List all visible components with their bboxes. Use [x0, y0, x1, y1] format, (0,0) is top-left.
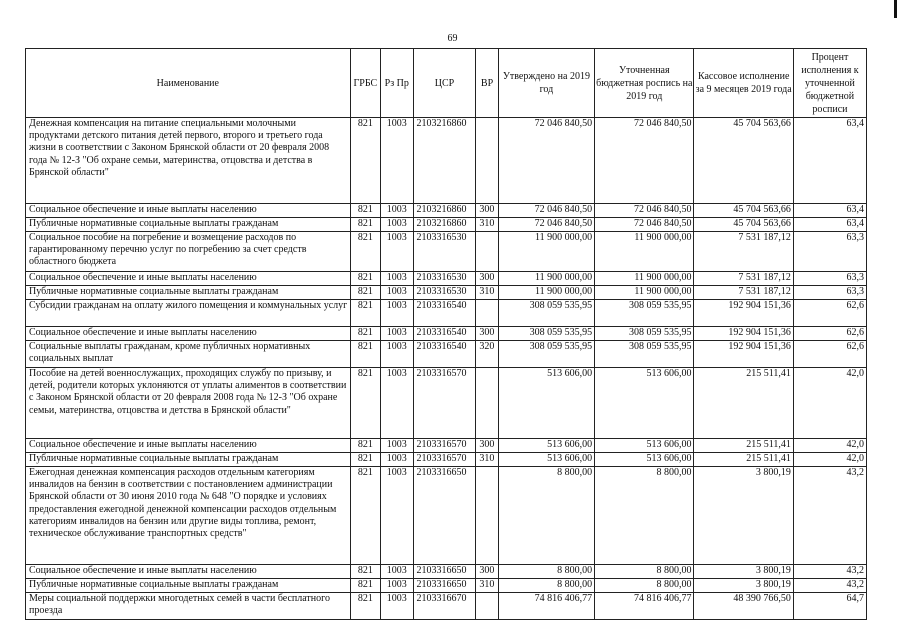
cell-grbs: 821 — [350, 272, 380, 286]
cell-percent: 64,7 — [793, 593, 866, 620]
cell-rzpr: 1003 — [381, 593, 413, 620]
cell-csr: 2103316540 — [413, 341, 476, 368]
cell-approved: 8 800,00 — [498, 579, 594, 593]
cell-grbs: 821 — [350, 579, 380, 593]
cell-csr: 2103216860 — [413, 204, 476, 218]
cell-grbs: 821 — [350, 286, 380, 300]
table-row — [26, 579, 867, 593]
cell-percent: 42,0 — [793, 368, 866, 439]
cell-approved: 74 816 406,77 — [498, 593, 594, 620]
cell-approved: 11 900 000,00 — [498, 272, 594, 286]
cell-approved: 8 800,00 — [498, 565, 594, 579]
cell-revised: 513 606,00 — [595, 453, 694, 467]
cell-name: Социальное обеспечение и иные выплаты населению — [26, 204, 351, 218]
cell-revised: 513 606,00 — [595, 368, 694, 439]
cell-grbs: 821 — [350, 327, 380, 341]
cell-percent: 62,6 — [793, 300, 866, 327]
cell-executed: 45 704 563,66 — [694, 204, 793, 218]
cell-executed: 7 531 187,12 — [694, 232, 793, 272]
table-row — [26, 118, 867, 204]
cell-rzpr: 1003 — [381, 368, 413, 439]
cell-percent: 42,0 — [793, 439, 866, 453]
cell-vr: 320 — [476, 341, 498, 368]
cell-csr: 2103316540 — [413, 327, 476, 341]
cell-revised: 308 059 535,95 — [595, 327, 694, 341]
cell-name: Субсидии гражданам на оплату жилого помещения и коммунальных услуг — [26, 300, 351, 327]
cell-name: Меры социальной поддержки многодетных семей в части бесплатного проезда — [26, 593, 351, 620]
cell-rzpr: 1003 — [381, 439, 413, 453]
cell-grbs: 821 — [350, 118, 380, 204]
cell-vr: 310 — [476, 453, 498, 467]
cell-rzpr: 1003 — [381, 118, 413, 204]
cell-grbs: 821 — [350, 439, 380, 453]
cell-percent: 62,6 — [793, 341, 866, 368]
cell-vr — [476, 300, 498, 327]
cell-revised: 11 900 000,00 — [595, 286, 694, 300]
cell-percent: 63,4 — [793, 218, 866, 232]
table-row — [26, 232, 867, 272]
cell-approved: 72 046 840,50 — [498, 204, 594, 218]
column-header-revised: Уточненная бюджетная роспись на 2019 год — [595, 49, 694, 118]
column-header-csr: ЦСР — [413, 49, 476, 118]
table-body — [26, 118, 867, 620]
cell-name: Социальное обеспечение и иные выплаты населению — [26, 272, 351, 286]
table-row — [26, 341, 867, 368]
cell-vr: 310 — [476, 579, 498, 593]
cell-approved: 513 606,00 — [498, 453, 594, 467]
cell-vr: 310 — [476, 286, 498, 300]
table-row — [26, 327, 867, 341]
cell-rzpr: 1003 — [381, 286, 413, 300]
cell-percent: 63,3 — [793, 272, 866, 286]
cell-percent: 63,3 — [793, 232, 866, 272]
cell-revised: 72 046 840,50 — [595, 204, 694, 218]
cell-rzpr: 1003 — [381, 453, 413, 467]
cell-grbs: 821 — [350, 232, 380, 272]
cell-revised: 74 816 406,77 — [595, 593, 694, 620]
table-row — [26, 272, 867, 286]
cell-rzpr: 1003 — [381, 565, 413, 579]
cell-revised: 11 900 000,00 — [595, 232, 694, 272]
table-row — [26, 467, 867, 565]
cell-name: Социальное пособие на погребение и возмещение расходов по гарантированному перечню услуг по погребению за счет средств областного бюджета — [26, 232, 351, 272]
cell-rzpr: 1003 — [381, 272, 413, 286]
cell-csr: 2103316540 — [413, 300, 476, 327]
column-header-name: Наименование — [26, 49, 351, 118]
cell-executed: 7 531 187,12 — [694, 272, 793, 286]
budget-execution-table — [25, 48, 867, 620]
cell-grbs: 821 — [350, 341, 380, 368]
cell-revised: 8 800,00 — [595, 467, 694, 565]
cell-approved: 308 059 535,95 — [498, 300, 594, 327]
cell-grbs: 821 — [350, 593, 380, 620]
cell-executed: 3 800,19 — [694, 565, 793, 579]
cell-vr: 300 — [476, 204, 498, 218]
table-row — [26, 565, 867, 579]
page-number: 69 — [447, 33, 458, 44]
cell-vr — [476, 467, 498, 565]
cell-executed: 192 904 151,36 — [694, 327, 793, 341]
cell-approved: 308 059 535,95 — [498, 327, 594, 341]
cell-name: Социальное обеспечение и иные выплаты населению — [26, 327, 351, 341]
table-header-row — [26, 49, 867, 118]
cell-executed: 192 904 151,36 — [694, 300, 793, 327]
cell-approved: 513 606,00 — [498, 439, 594, 453]
cell-grbs: 821 — [350, 368, 380, 439]
cell-csr: 2103316670 — [413, 593, 476, 620]
cell-name: Публичные нормативные социальные выплаты гражданам — [26, 218, 351, 232]
table-row — [26, 218, 867, 232]
cell-vr: 300 — [476, 327, 498, 341]
cell-executed: 215 511,41 — [694, 368, 793, 439]
cell-grbs: 821 — [350, 453, 380, 467]
cell-rzpr: 1003 — [381, 300, 413, 327]
cell-executed: 215 511,41 — [694, 453, 793, 467]
column-header-percent: Процент исполнения к уточненной бюджетной росписи — [793, 49, 866, 118]
cell-name: Публичные нормативные социальные выплаты гражданам — [26, 453, 351, 467]
cell-vr — [476, 118, 498, 204]
cell-percent: 42,0 — [793, 453, 866, 467]
cell-rzpr: 1003 — [381, 579, 413, 593]
cell-name: Социальные выплаты гражданам, кроме публичных нормативных социальных выплат — [26, 341, 351, 368]
cell-approved: 72 046 840,50 — [498, 218, 594, 232]
table-row — [26, 204, 867, 218]
cell-name: Публичные нормативные социальные выплаты гражданам — [26, 579, 351, 593]
cell-vr: 300 — [476, 439, 498, 453]
column-header-vr: ВР — [476, 49, 498, 118]
cell-approved: 11 900 000,00 — [498, 286, 594, 300]
cell-approved: 8 800,00 — [498, 467, 594, 565]
cell-executed: 215 511,41 — [694, 439, 793, 453]
cell-executed: 3 800,19 — [694, 467, 793, 565]
cell-grbs: 821 — [350, 467, 380, 565]
cell-csr: 2103316570 — [413, 368, 476, 439]
cell-percent: 43,2 — [793, 579, 866, 593]
cell-approved: 11 900 000,00 — [498, 232, 594, 272]
cell-csr: 2103216860 — [413, 218, 476, 232]
cell-executed: 192 904 151,36 — [694, 341, 793, 368]
cell-vr: 300 — [476, 565, 498, 579]
cell-csr: 2103316530 — [413, 232, 476, 272]
cell-revised: 8 800,00 — [595, 579, 694, 593]
cell-rzpr: 1003 — [381, 327, 413, 341]
cell-csr: 2103316570 — [413, 439, 476, 453]
cell-csr: 2103316570 — [413, 453, 476, 467]
cell-revised: 308 059 535,95 — [595, 341, 694, 368]
table-row — [26, 286, 867, 300]
cell-percent: 43,2 — [793, 565, 866, 579]
table-row — [26, 453, 867, 467]
cell-revised: 11 900 000,00 — [595, 272, 694, 286]
cell-executed: 3 800,19 — [694, 579, 793, 593]
cell-grbs: 821 — [350, 218, 380, 232]
cell-grbs: 821 — [350, 565, 380, 579]
column-header-approved: Утверждено на 2019 год — [498, 49, 594, 118]
cell-revised: 513 606,00 — [595, 439, 694, 453]
cell-name: Ежегодная денежная компенсация расходов отдельным категориям инвалидов на бензин в соответствии с постановлением администрации Брянской области от 30 июня 2010 года № 648 "О порядке и условиях предоставления ежегодной денежной компенсации расходов отдельным категориям инвалидов на бензин или другие виды топлива, ремонт, техническое обслуживание транспортных средств" — [26, 467, 351, 565]
cell-approved: 72 046 840,50 — [498, 118, 594, 204]
cell-name: Публичные нормативные социальные выплаты гражданам — [26, 286, 351, 300]
cell-grbs: 821 — [350, 300, 380, 327]
cell-percent: 63,4 — [793, 204, 866, 218]
cell-name: Социальное обеспечение и иные выплаты населению — [26, 439, 351, 453]
cell-name: Денежная компенсация на питание специальными молочными продуктами детского питания детей первого, второго и третьего года жизни в соответствии с Законом Брянской области от 20 февраля 2008 года № 12-З "Об охране семьи, материнства, отцовства и детства в Брянской области" — [26, 118, 351, 204]
table-row — [26, 439, 867, 453]
cell-approved: 513 606,00 — [498, 368, 594, 439]
cell-csr: 2103316530 — [413, 272, 476, 286]
table-row — [26, 368, 867, 439]
cell-vr: 300 — [476, 272, 498, 286]
cell-vr — [476, 593, 498, 620]
cell-percent: 62,6 — [793, 327, 866, 341]
cell-percent: 63,3 — [793, 286, 866, 300]
cell-rzpr: 1003 — [381, 232, 413, 272]
cell-csr: 2103316650 — [413, 467, 476, 565]
cell-rzpr: 1003 — [381, 204, 413, 218]
cell-vr: 310 — [476, 218, 498, 232]
table-row — [26, 593, 867, 620]
cell-grbs: 821 — [350, 204, 380, 218]
cell-revised: 72 046 840,50 — [595, 118, 694, 204]
cell-csr: 2103316650 — [413, 565, 476, 579]
cell-vr — [476, 232, 498, 272]
cell-revised: 8 800,00 — [595, 565, 694, 579]
cell-approved: 308 059 535,95 — [498, 341, 594, 368]
cell-rzpr: 1003 — [381, 218, 413, 232]
cell-revised: 72 046 840,50 — [595, 218, 694, 232]
cell-executed: 48 390 766,50 — [694, 593, 793, 620]
column-header-grbs: ГРБС — [350, 49, 380, 118]
cell-percent: 43,2 — [793, 467, 866, 565]
cell-csr: 2103216860 — [413, 118, 476, 204]
table-row — [26, 300, 867, 327]
cell-csr: 2103316530 — [413, 286, 476, 300]
cell-rzpr: 1003 — [381, 467, 413, 565]
cell-name: Социальное обеспечение и иные выплаты населению — [26, 565, 351, 579]
scan-edge-mark — [894, 0, 897, 18]
cell-rzpr: 1003 — [381, 341, 413, 368]
cell-revised: 308 059 535,95 — [595, 300, 694, 327]
column-header-executed: Кассовое исполнение за 9 месяцев 2019 года — [694, 49, 793, 118]
cell-percent: 63,4 — [793, 118, 866, 204]
column-header-rzpr: Рз Пр — [381, 49, 413, 118]
cell-csr: 2103316650 — [413, 579, 476, 593]
cell-vr — [476, 368, 498, 439]
cell-executed: 45 704 563,66 — [694, 118, 793, 204]
cell-name: Пособие на детей военнослужащих, проходящих службу по призыву, и детей, родители которых уклоняются от уплаты алиментов в соответствии с Законом Брянской области от 20 февраля 2008 года № 12-З "Об охране семьи, материнства, отцовства и детства в Брянской области" — [26, 368, 351, 439]
cell-executed: 45 704 563,66 — [694, 218, 793, 232]
cell-executed: 7 531 187,12 — [694, 286, 793, 300]
